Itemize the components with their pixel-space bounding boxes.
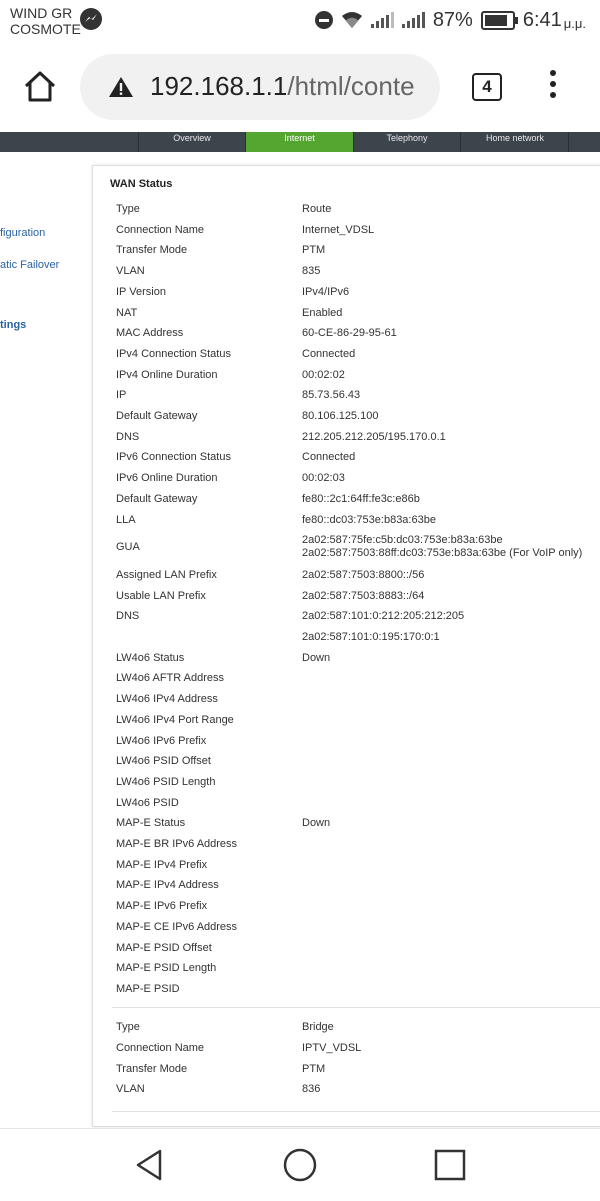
url-host: 192.168.1.1 (150, 71, 288, 101)
row-value: Down (302, 651, 331, 664)
row-label: LLA (116, 513, 136, 526)
overflow-menu-button[interactable] (549, 70, 557, 102)
row-label: IP (116, 389, 127, 402)
row-label: MAP-E BR IPv6 Address (116, 838, 238, 850)
row-label: MAP-E IPv4 Address (116, 879, 219, 892)
row-label: Default Gateway (116, 410, 198, 422)
row-label: IPv4 Connection Status (116, 347, 231, 360)
row-label: DNS (116, 610, 140, 623)
back-button-icon[interactable] (132, 1147, 168, 1183)
signal-icon-1 (371, 12, 394, 28)
status-bar (0, 0, 600, 42)
row-label: MAP-E IPv4 Prefix (116, 858, 208, 871)
row-label: IPv4 Online Duration (116, 368, 218, 381)
row-value: 212.205.212.205/195.170.0.1 (302, 430, 446, 443)
router-nav (0, 132, 600, 152)
carrier-label (10, 5, 81, 37)
row-label: NAT (116, 306, 138, 319)
wifi-icon (341, 11, 363, 29)
android-nav-bar (0, 1128, 600, 1201)
row-label: LW4o6 IPv6 Prefix (116, 734, 207, 747)
tab-overview[interactable]: Overview (138, 132, 245, 152)
row-value: 2a02:587:75fe:c5b:dc03:753e:b83a:63be (302, 534, 503, 547)
url-path: /html/conte (287, 71, 415, 101)
signal-icon-2 (402, 12, 425, 28)
clock-ampm: μ.μ. (563, 15, 586, 31)
tab-telephony[interactable]: Telephony (353, 132, 460, 152)
row-label: Connection Name (116, 223, 205, 236)
row-value: IPv4/IPv6 (302, 285, 350, 298)
row-value: 00:02:02 (302, 368, 345, 381)
row-value: Internet_VDSL (302, 223, 375, 236)
row-value: Bridge (302, 1021, 334, 1033)
sidebar-item-settings[interactable]: tings (0, 319, 27, 331)
row-value: fe80::dc03:753e:b83a:63be (302, 513, 436, 526)
home-circle-icon[interactable] (282, 1147, 318, 1183)
home-icon (22, 68, 58, 104)
row-value: Connected (302, 451, 356, 464)
row-value: 00:02:03 (302, 472, 345, 485)
url-text[interactable] (150, 71, 415, 102)
sidebar-item-configuration[interactable]: figuration (0, 227, 46, 239)
row-value-secondary: 2a02:587:7503:88ff:dc03:753e:b83a:63be (For VoIP only) (302, 547, 583, 560)
row-value: 2a02:587:101:0:212:205:212:205 (302, 610, 465, 623)
row-value: Route (302, 203, 332, 215)
row-label: DNS (116, 430, 140, 443)
row-value: PTM (302, 1062, 326, 1075)
row-label: MAP-E PSID Offset (116, 941, 212, 954)
do-not-disturb-icon (315, 11, 333, 29)
warning-icon[interactable] (108, 76, 134, 98)
row-label: Type (116, 1021, 140, 1033)
carrier-line1: WIND GR (10, 5, 73, 21)
row-value: 80.106.125.100 (302, 410, 379, 422)
row-value: fe80::2c1:64ff:fe3c:e86b (302, 492, 420, 505)
panel-title: WAN Status (110, 178, 173, 190)
row-label: LW4o6 PSID (116, 796, 179, 809)
row-value: 60-CE-86-29-95-61 (302, 327, 397, 340)
row-label: MAC Address (116, 327, 184, 340)
row-label: MAP-E PSID (116, 982, 180, 995)
recents-square-icon[interactable] (432, 1147, 468, 1183)
carrier-line2: COSMOTE (10, 21, 81, 37)
status-icons (315, 6, 586, 34)
row-label: Connection Name (116, 1041, 205, 1054)
row-value: Enabled (302, 306, 343, 319)
tab-more[interactable] (568, 132, 600, 152)
row-label: Transfer Mode (116, 1062, 188, 1075)
row-value: Down (302, 817, 331, 830)
row-label: LW4o6 IPv4 Address (116, 693, 218, 706)
row-value: 835 (302, 265, 321, 278)
row-value: 2a02:587:101:0:195:170:0:1 (302, 631, 440, 643)
sidebar-item-automatic-failover[interactable]: atic Failover (0, 259, 60, 271)
tab-switcher-button[interactable]: 4 (472, 73, 502, 101)
row-label: MAP-E IPv6 Prefix (116, 900, 208, 913)
row-value: Connected (302, 347, 356, 360)
row-label: IP Version (116, 285, 166, 298)
messenger-icon (80, 8, 102, 30)
row-label: Default Gateway (116, 492, 198, 505)
row-label: VLAN (116, 265, 145, 278)
section-divider-2 (112, 1111, 600, 1112)
row-value: 836 (302, 1083, 321, 1096)
row-value: 2a02:587:7503:8800::/56 (302, 568, 425, 581)
row-label: Assigned LAN Prefix (116, 568, 217, 581)
row-label: LW4o6 PSID Length (116, 775, 216, 788)
row-label: GUA (116, 541, 140, 554)
row-label: MAP-E PSID Length (116, 962, 217, 975)
row-label: LW4o6 Status (116, 651, 185, 664)
row-label: Usable LAN Prefix (116, 589, 206, 602)
row-label: Type (116, 203, 140, 215)
tab-home-network[interactable]: Home network (460, 132, 569, 152)
row-label: MAP-E Status (116, 817, 186, 830)
battery-percent: 87% (432, 8, 473, 31)
section-divider (112, 1007, 600, 1008)
row-label: LW4o6 IPv4 Port Range (116, 713, 234, 726)
row-label: LW4o6 PSID Offset (116, 755, 211, 768)
row-label: IPv6 Connection Status (116, 451, 231, 464)
url-bar[interactable] (80, 54, 440, 120)
row-label: IPv6 Online Duration (116, 472, 218, 485)
row-value: 85.73.56.43 (302, 389, 361, 402)
row-label: LW4o6 AFTR Address (116, 672, 225, 685)
clock: 6:41 (522, 8, 562, 31)
row-label: VLAN (116, 1083, 145, 1096)
row-label: Transfer Mode (116, 244, 188, 257)
row-value: 2a02:587:7503:8883::/64 (302, 589, 425, 602)
browser-toolbar (0, 42, 600, 132)
battery-icon (481, 11, 515, 30)
home-button[interactable] (22, 68, 58, 104)
tab-internet[interactable]: Internet (245, 132, 353, 152)
row-label: MAP-E CE IPv6 Address (116, 920, 238, 933)
row-value: PTM (302, 244, 326, 257)
row-value: IPTV_VDSL (302, 1041, 362, 1054)
